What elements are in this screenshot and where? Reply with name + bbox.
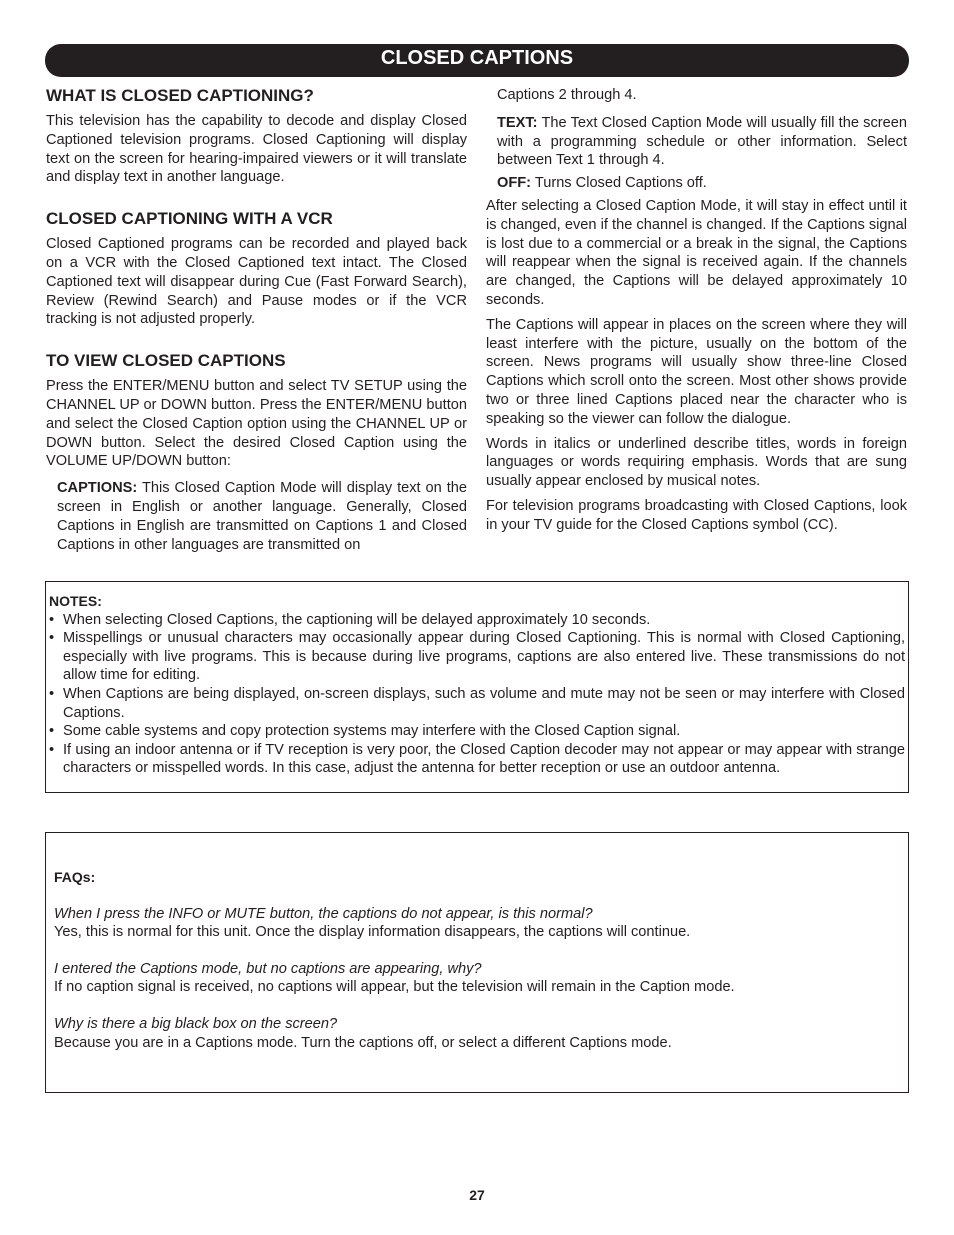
captions-text: This Closed Caption Mode will display text on the screen in English or another language. Generally, Closed Captions in English are transmitted on Captions 1 and Closed Captions in other languages are transmitted on [57,480,467,553]
notes-title: NOTES: [49,593,102,609]
note-item: • When selecting Closed Captions, the captioning will be delayed approximately 10 seconds. [49,611,905,630]
faq-answer: Yes, this is normal for this unit. Once the display information disappears, the captions will continue. [54,924,691,941]
text-label: TEXT: [497,114,538,131]
page-title: CLOSED CAPTIONS [45,44,909,77]
faq-item [54,1015,900,1052]
paragraph-tv-guide: For television programs broadcasting with Closed Captions, look in your TV guide for the Closed Captions symbol (CC). [486,497,907,533]
right-column [486,86,907,535]
page-number: 27 [469,1187,485,1203]
off-mode-description [497,174,907,193]
paragraph-after-selecting: After selecting a Closed Caption Mode, it will stay in effect until it is changed, even if the channel is changed. If the Captions signal is lost due to a commercial or a break in the signal, the Captions will reappear when the signal is received again. If the channels are changed, the Captions will be delayed approximately 10 seconds. [486,197,907,308]
section-body-view: Press the ENTER/MENU button and select TV SETUP using the CHANNEL UP or DOWN button. Press the ENTER/MENU button and select the Closed Caption option using the CHANNEL UP or DOWN button. Select the desired Closed Caption using the VOLUME UP/DOWN button: [46,378,467,470]
faq-answer: If no caption signal is received, no captions will appear, but the television will remain in the Caption mode. [54,979,735,996]
section-body-vcr: Closed Captioned programs can be recorded and played back on a VCR with the Closed Captioned text intact. The Closed Captioned text will disappear during Cue (Fast Forward Search), Review (Rewind Search) and Pause modes or if the VCR tracking is not adjusted properly. [46,236,467,328]
captions-mode-description [57,479,467,554]
faq-item [54,905,900,942]
faq-question: I entered the Captions mode, but no captions are appearing, why? [54,960,482,977]
left-column [46,86,467,554]
off-text: Turns Closed Captions off. [534,175,707,192]
faq-question: When I press the INFO or MUTE button, the captions do not appear, is this normal? [54,905,593,922]
captions-continued: Captions 2 through 4. [497,87,637,103]
text-mode-description [497,114,907,170]
faqs-title: FAQs: [54,869,96,885]
section-heading-vcr: CLOSED CAPTIONING WITH A VCR [46,209,333,229]
faq-item [54,960,900,997]
notes-box [45,581,909,793]
section-body-what-is: This television has the capability to decode and display Closed Captioned television programs. Closed Captioning will display text on the screen for hearing-impaired viewers or it will translate and display text in another language. [46,113,467,186]
text-text: The Text Closed Caption Mode will usually fill the screen with a programming schedule or other information. Select between Text 1 through 4. [497,114,907,169]
note-item: • Misspellings or unusual characters may occasionally appear during Closed Captioning. This is normal with Closed Captioning, especially with live programs. This is because during live programs, captions are also entered live. These transmissions do not allow time for editing. [49,629,905,685]
note-item: • Some cable systems and copy protection systems may interfere with the Closed Caption signal. [49,722,905,741]
paragraph-italics: Words in italics or underlined describe titles, words in foreign languages or words requiring emphasis. Words that are sung usually appear enclosed by musical notes. [486,435,907,490]
captions-label: CAPTIONS: [57,480,138,497]
section-heading-what-is: WHAT IS CLOSED CAPTIONING? [46,86,314,105]
section-heading-view: TO VIEW CLOSED CAPTIONS [46,351,286,371]
paragraph-caption-placement: The Captions will appear in places on the screen where they will least interfere with the picture, usually on the bottom of the screen. News programs will usually show three-line Closed Captions which scroll onto the screen. Most other shows provide two or three lined Captions placed near the character who is speaking so the viewer can follow the dialogue. [486,316,907,427]
faqs-box [45,832,909,1093]
note-item: • If using an indoor antenna or if TV reception is very poor, the Closed Caption decoder may not appear or may appear with strange characters or misspelled words. In this case, adjust the antenna for better reception or use an outdoor antenna. [49,741,905,778]
note-item: • When Captions are being displayed, on-screen displays, such as volume and mute may not be seen or may interfere with Closed Captions. [49,685,905,722]
off-label: OFF: [497,175,532,192]
notes-list [49,611,905,778]
faq-answer: Because you are in a Captions mode. Turn the captions off, or select a different Captions mode. [54,1034,672,1051]
faq-question: Why is there a big black box on the screen? [54,1015,338,1032]
